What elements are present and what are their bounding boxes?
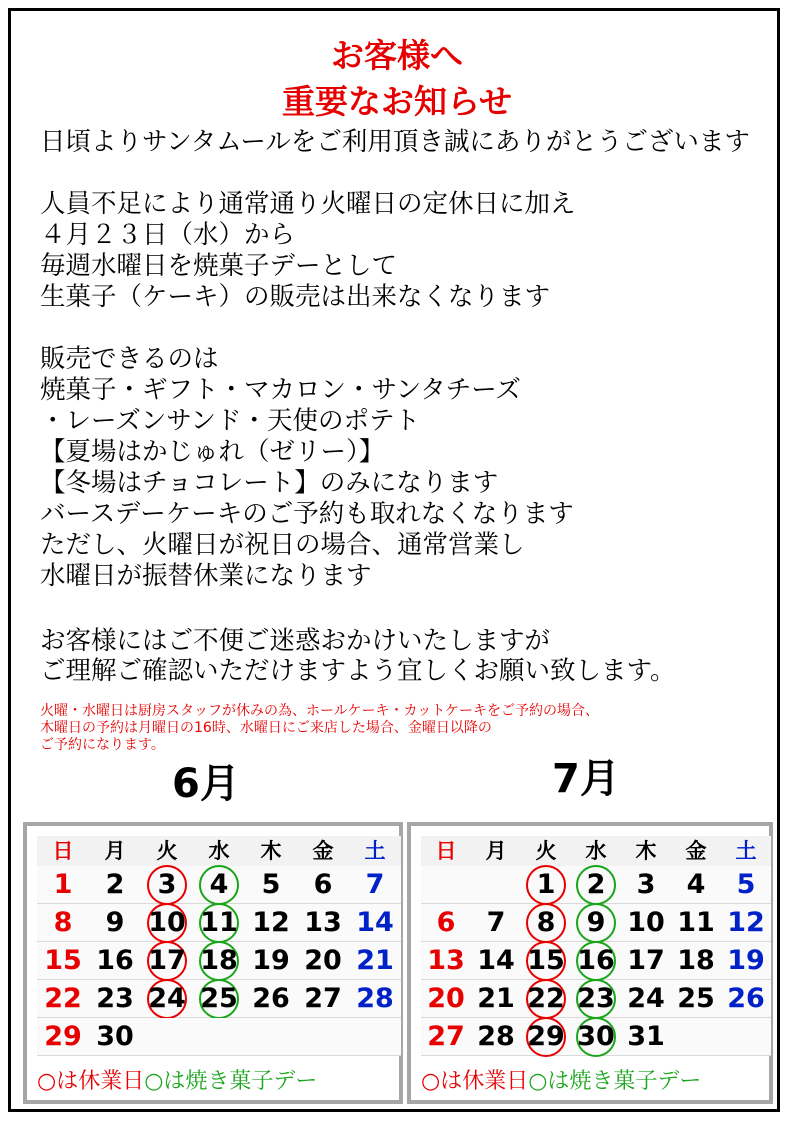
- day-cell: [37, 1018, 89, 1056]
- day-cell: [471, 1018, 521, 1056]
- day-cell: [349, 942, 401, 980]
- weekday-header: 水: [193, 836, 245, 866]
- day-number: 28: [477, 1021, 515, 1052]
- day-number: 4: [209, 869, 229, 900]
- day-cell: [421, 866, 471, 904]
- day-number: 12: [727, 907, 765, 938]
- day-cell: [421, 1018, 471, 1056]
- legend: [421, 1068, 701, 1096]
- day-number: 19: [252, 945, 290, 976]
- weekday-header: 木: [621, 836, 671, 866]
- day-cell: [471, 980, 521, 1018]
- day-number: 1: [536, 869, 556, 900]
- day-number: 19: [727, 945, 765, 976]
- day-number: 12: [252, 907, 290, 938]
- day-number: 11: [200, 907, 238, 938]
- day-cell: [37, 904, 89, 942]
- body-line: 日頃よりサンタムールをご利用頂き誠にありがとうございます: [40, 127, 750, 157]
- note-line: ご予約になります。: [40, 737, 165, 753]
- day-cell: [571, 980, 621, 1018]
- day-cell: [721, 866, 771, 904]
- day-number: 13: [427, 945, 465, 976]
- day-number: 28: [356, 983, 394, 1014]
- day-cell: [89, 904, 141, 942]
- day-number: 17: [627, 945, 665, 976]
- weekday-header: 水: [571, 836, 621, 866]
- day-number: 30: [577, 1021, 615, 1052]
- day-number: 7: [365, 869, 385, 900]
- weekday-header: 木: [245, 836, 297, 866]
- day-cell: [571, 1018, 621, 1056]
- legend: [37, 1068, 317, 1096]
- weekday-header: 土: [721, 836, 771, 866]
- day-cell: [349, 1018, 401, 1056]
- weekday-header: 金: [297, 836, 349, 866]
- day-cell: [521, 904, 571, 942]
- day-number: 4: [686, 869, 706, 900]
- title-line-2: 重要なお知らせ: [281, 82, 512, 121]
- day-number: 8: [53, 907, 73, 938]
- day-cell: [349, 980, 401, 1018]
- day-cell: [349, 904, 401, 942]
- day-number: 26: [727, 983, 765, 1014]
- legend-closed: ○は休業日: [421, 1069, 529, 1094]
- day-cell: [471, 904, 521, 942]
- day-cell: [671, 866, 721, 904]
- day-number: 18: [200, 945, 238, 976]
- note-line: 火曜・水曜日は厨房スタッフが休みの為、ホールケーキ・カットケーキをご予約の場合、: [40, 703, 600, 719]
- day-number: 22: [44, 983, 82, 1014]
- body-line: 水曜日が振替休業になります: [40, 561, 372, 591]
- month-label-june: 6月: [172, 761, 240, 807]
- day-number: 5: [261, 869, 281, 900]
- day-number: 22: [527, 983, 565, 1014]
- body-line: 販売できるのは: [40, 344, 219, 374]
- day-number: 18: [677, 945, 715, 976]
- day-number: 7: [486, 907, 506, 938]
- day-cell: [193, 942, 245, 980]
- calendar-june: [23, 822, 403, 1104]
- day-number: 23: [96, 983, 134, 1014]
- day-number: 3: [157, 869, 177, 900]
- day-number: 9: [105, 907, 125, 938]
- day-cell: [141, 866, 193, 904]
- day-cell: [89, 980, 141, 1018]
- day-cell: [521, 866, 571, 904]
- day-cell: [521, 942, 571, 980]
- body-line: ただし、火曜日が祝日の場合、通常営業し: [40, 530, 525, 560]
- day-number: 29: [44, 1021, 82, 1052]
- day-number: 10: [148, 907, 186, 938]
- weekday-header: 月: [89, 836, 141, 866]
- day-cell: [89, 942, 141, 980]
- day-cell: [421, 942, 471, 980]
- day-cell: [471, 942, 521, 980]
- day-number: 6: [313, 869, 333, 900]
- day-cell: [193, 866, 245, 904]
- body-line: ４月２３日（水）から: [40, 220, 296, 250]
- day-number: 3: [636, 869, 656, 900]
- day-number: 14: [356, 907, 394, 938]
- day-number: 27: [427, 1021, 465, 1052]
- body-line: 焼菓子・ギフト・マカロン・サンタチーズ: [40, 375, 521, 405]
- day-cell: [471, 866, 521, 904]
- day-cell: [245, 942, 297, 980]
- day-cell: [89, 1018, 141, 1056]
- day-number: 30: [96, 1021, 134, 1052]
- day-cell: [245, 904, 297, 942]
- day-number: 27: [304, 983, 342, 1014]
- body-line: ・レーズンサンド・天使のポテト: [40, 406, 420, 436]
- weekday-header: 土: [349, 836, 401, 866]
- day-number: 14: [477, 945, 515, 976]
- day-cell: [721, 904, 771, 942]
- day-cell: [297, 980, 349, 1018]
- body-line: 人員不足により通常通り火曜日の定休日に加え: [40, 189, 576, 219]
- day-cell: [571, 942, 621, 980]
- day-cell: [245, 866, 297, 904]
- day-cell: [193, 980, 245, 1018]
- day-cell: [89, 866, 141, 904]
- legend-baked: ○は焼き菓子デー: [528, 1069, 702, 1094]
- day-cell: [245, 1018, 297, 1056]
- day-cell: [297, 942, 349, 980]
- day-number: 23: [577, 983, 615, 1014]
- day-number: 21: [356, 945, 394, 976]
- day-number: 24: [148, 983, 186, 1014]
- day-cell: [621, 942, 671, 980]
- day-number: 25: [200, 983, 238, 1014]
- day-cell: [37, 866, 89, 904]
- day-number: 29: [527, 1021, 565, 1052]
- day-cell: [193, 904, 245, 942]
- day-number: 31: [627, 1021, 665, 1052]
- body-line: バースデーケーキのご予約も取れなくなります: [40, 499, 574, 529]
- day-cell: [193, 1018, 245, 1056]
- day-cell: [621, 866, 671, 904]
- day-cell: [37, 980, 89, 1018]
- body-line: ご理解ご確認いただけますよう宜しくお願い致します。: [40, 656, 676, 686]
- day-number: 20: [427, 983, 465, 1014]
- day-cell: [621, 904, 671, 942]
- day-number: 6: [436, 907, 456, 938]
- day-number: 25: [677, 983, 715, 1014]
- day-cell: [671, 980, 721, 1018]
- day-number: 16: [96, 945, 134, 976]
- month-label-july: 7月: [552, 756, 620, 802]
- day-number: 1: [53, 869, 73, 900]
- body-line: お客様にはご不便ご迷惑おかけいたしますが: [40, 626, 551, 656]
- body-line: 【冬場はチョコレート】のみになります: [40, 468, 499, 498]
- day-number: 17: [148, 945, 186, 976]
- day-cell: [245, 980, 297, 1018]
- body-line: 毎週水曜日を焼菓子デーとして: [40, 251, 398, 281]
- day-cell: [721, 942, 771, 980]
- day-number: 8: [536, 907, 556, 938]
- day-cell: [141, 1018, 193, 1056]
- day-cell: [721, 1018, 771, 1056]
- legend-baked: ○は焼き菓子デー: [144, 1069, 318, 1094]
- day-cell: [141, 942, 193, 980]
- day-number: 21: [477, 983, 515, 1014]
- day-number: 9: [586, 907, 606, 938]
- title-line-1: お客様へ: [331, 36, 463, 75]
- day-cell: [671, 904, 721, 942]
- day-cell: [349, 866, 401, 904]
- day-number: 2: [586, 869, 606, 900]
- day-cell: [571, 866, 621, 904]
- day-cell: [671, 942, 721, 980]
- day-number: 16: [577, 945, 615, 976]
- weekday-header: 月: [471, 836, 521, 866]
- day-cell: [571, 904, 621, 942]
- day-cell: [141, 980, 193, 1018]
- day-number: 15: [527, 945, 565, 976]
- day-cell: [671, 1018, 721, 1056]
- note-line: 木曜日の予約は月曜日の16時、水曜日にご来店した場合、金曜日以降の: [40, 720, 492, 736]
- day-cell: [521, 980, 571, 1018]
- weekday-header: 金: [671, 836, 721, 866]
- weekday-header: 日: [421, 836, 471, 866]
- weekday-header: 火: [521, 836, 571, 866]
- day-number: 13: [304, 907, 342, 938]
- body-line: 【夏場はかじゅれ（ゼリー）】: [40, 437, 385, 467]
- day-cell: [421, 980, 471, 1018]
- day-number: 24: [627, 983, 665, 1014]
- day-cell: [621, 1018, 671, 1056]
- legend-closed: ○は休業日: [37, 1069, 145, 1094]
- day-cell: [521, 1018, 571, 1056]
- day-cell: [297, 1018, 349, 1056]
- day-cell: [297, 904, 349, 942]
- day-number: 11: [677, 907, 715, 938]
- day-cell: [421, 904, 471, 942]
- day-cell: [621, 980, 671, 1018]
- day-cell: [721, 980, 771, 1018]
- day-number: 5: [736, 869, 756, 900]
- day-cell: [141, 904, 193, 942]
- calendar-july: [407, 822, 773, 1104]
- day-number: 26: [252, 983, 290, 1014]
- day-number: 20: [304, 945, 342, 976]
- day-cell: [37, 942, 89, 980]
- day-cell: [297, 866, 349, 904]
- weekday-header: 日: [37, 836, 89, 866]
- day-number: 10: [627, 907, 665, 938]
- day-number: 2: [105, 869, 125, 900]
- body-line: 生菓子（ケーキ）の販売は出来なくなります: [40, 282, 551, 312]
- weekday-header: 火: [141, 836, 193, 866]
- day-number: 15: [44, 945, 82, 976]
